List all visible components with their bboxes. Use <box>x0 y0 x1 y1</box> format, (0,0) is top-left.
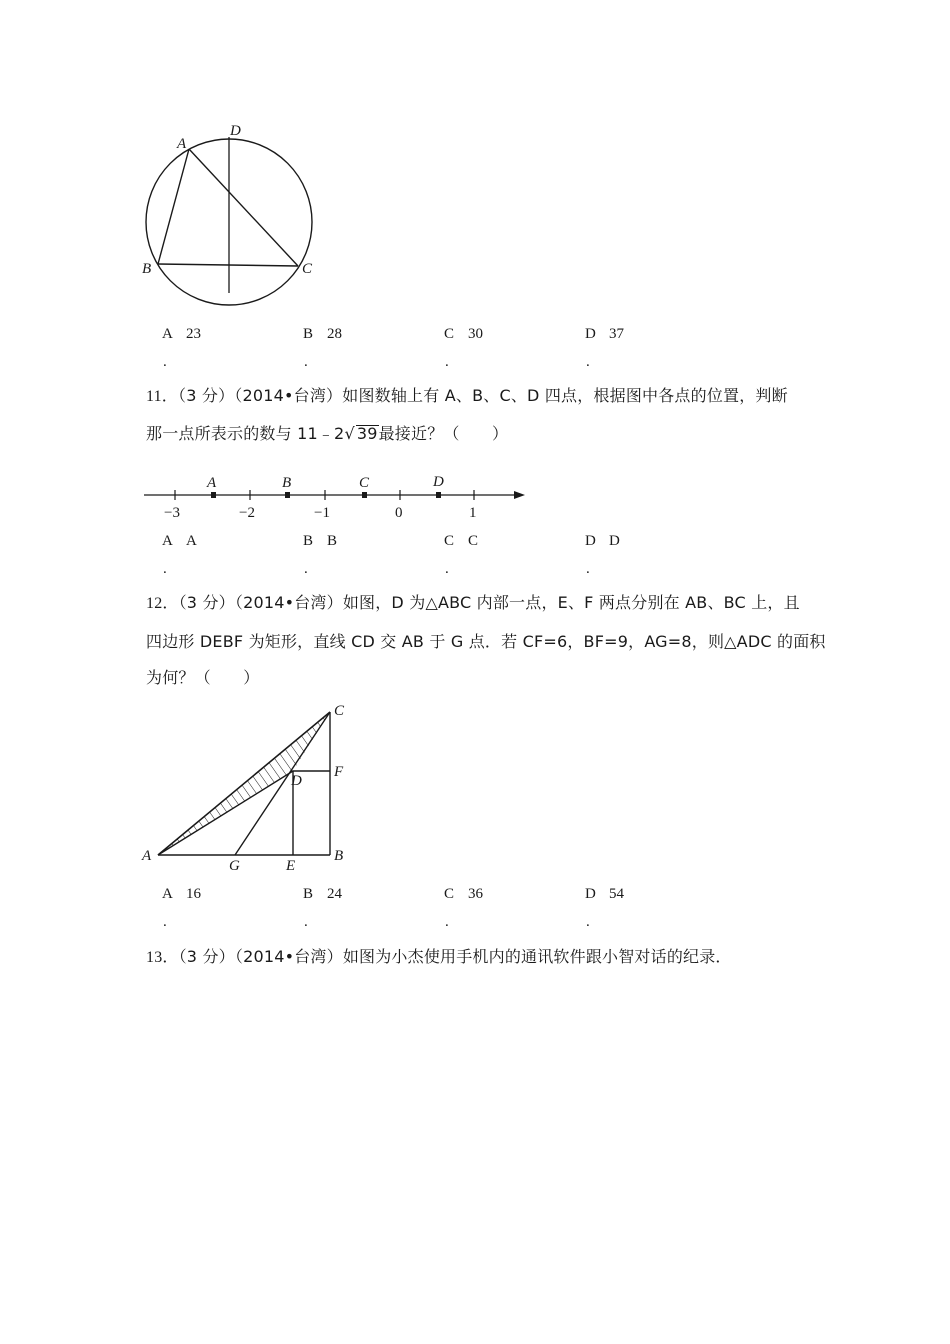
q11-line2: 那一点所表示的数与 11﹣2√ 39最接近？（ ） <box>146 424 509 443</box>
q10-option-a-dot: . <box>163 354 167 370</box>
point-c-marker <box>362 492 367 498</box>
label-e: E <box>286 858 296 874</box>
label-c: C <box>334 703 345 719</box>
label-a: A <box>177 136 187 152</box>
q12-option-b-dot: . <box>304 914 308 930</box>
axis-arrow-icon <box>514 491 525 499</box>
point-b-marker <box>285 492 290 498</box>
q12-triangle-figure <box>138 698 358 876</box>
tick-label: −2 <box>239 505 255 521</box>
q12-option-a-dot: . <box>163 914 167 930</box>
segment-ab <box>158 149 189 264</box>
q10-option-d[interactable]: D 37 <box>585 326 624 342</box>
label-d: D <box>230 123 241 139</box>
q11-option-b[interactable]: B B <box>303 533 338 549</box>
label-f: F <box>334 764 344 780</box>
q12-option-a[interactable]: A 16 <box>162 886 201 902</box>
label-b: B <box>334 848 344 864</box>
point-d-label: D <box>433 474 444 490</box>
q10-option-c[interactable]: C 30 <box>444 326 483 342</box>
q11-option-d[interactable]: D D <box>585 533 620 549</box>
q11-option-d-dot: . <box>586 561 590 577</box>
q12-option-d[interactable]: D 54 <box>585 886 624 902</box>
tick-label: −3 <box>164 505 180 521</box>
q12-option-c-dot: . <box>445 914 449 930</box>
q12-line1: 12．（3 分）（2014•台湾）如图，D 为△ABC 内部一点，E、F 两点分别在 AB、BC 上，且 <box>146 593 800 612</box>
tick-label: −1 <box>314 505 330 521</box>
point-b-label: B <box>282 475 292 491</box>
segment-bc <box>158 264 298 266</box>
sqrt-sign: √ <box>344 424 355 443</box>
q10-option-d-dot: . <box>586 354 590 370</box>
q11-option-c[interactable]: C C <box>444 533 479 549</box>
q10-option-a[interactable]: A 23 <box>162 326 201 342</box>
q12-option-c[interactable]: C 36 <box>444 886 483 902</box>
point-c-label: C <box>359 475 370 491</box>
q11-line1: 11．（3 分）（2014•台湾）如图数轴上有 A、B、C、D 四点，根据图中各点的位置，判断 <box>146 386 788 405</box>
q10-option-b[interactable]: B 28 <box>303 326 342 342</box>
tick-label: 0 <box>395 505 403 521</box>
q11-option-a[interactable]: A A <box>162 533 197 549</box>
q12-option-d-dot: . <box>586 914 590 930</box>
q11-option-c-dot: . <box>445 561 449 577</box>
point-d-marker <box>436 492 441 498</box>
segment-ad <box>158 771 293 855</box>
label-d: D <box>291 773 302 789</box>
point-a-marker <box>211 492 216 498</box>
q10-option-c-dot: . <box>445 354 449 370</box>
q10-circle-figure <box>130 115 330 315</box>
q12-line3: 为何？（ ） <box>146 668 260 687</box>
q13-line1: 13．（3 分）（2014•台湾）如图为小杰使用手机内的通讯软件跟小智对话的纪录． <box>146 947 732 966</box>
sqrt-radicand: 39 <box>356 424 378 443</box>
q10-option-b-dot: . <box>304 354 308 370</box>
point-a-label: A <box>207 475 217 491</box>
segment-ac <box>189 149 298 266</box>
label-g: G <box>229 858 240 874</box>
label-a: A <box>142 848 152 864</box>
q12-option-b[interactable]: B 24 <box>303 886 342 902</box>
q12-line2: 四边形 DEBF 为矩形，直线 CD 交 AB 于 G 点．若 CF=6，BF=9，AG=8，则△ADC 的面积 <box>146 632 826 651</box>
q11-number-line <box>140 470 540 526</box>
label-b: B <box>142 261 152 277</box>
segment-ac <box>158 712 330 855</box>
tick-label: 1 <box>469 505 477 521</box>
q11-option-b-dot: . <box>304 561 308 577</box>
q11-option-a-dot: . <box>163 561 167 577</box>
label-c: C <box>302 261 313 277</box>
